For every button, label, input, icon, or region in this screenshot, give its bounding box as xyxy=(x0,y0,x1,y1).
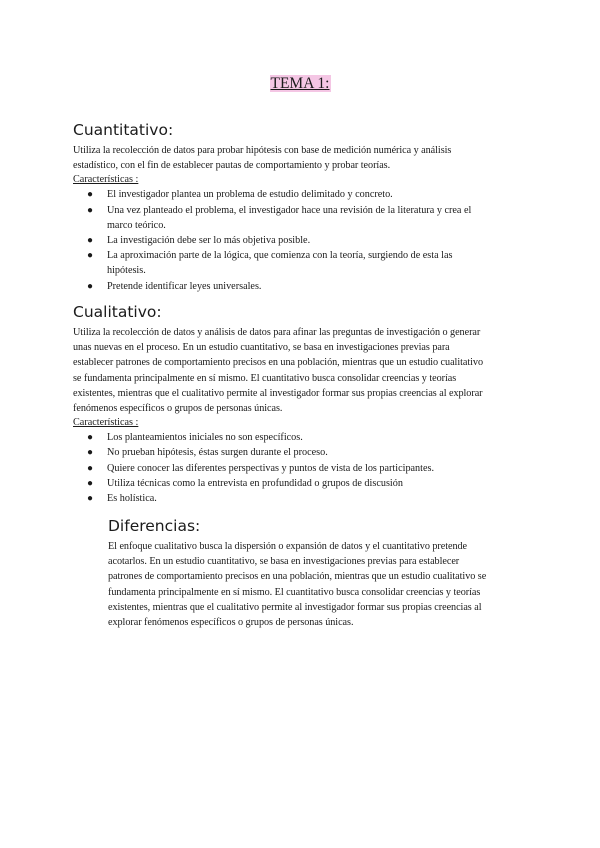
bullet-icon: ● xyxy=(87,280,94,292)
paragraph-line: El enfoque cualitativo busca la dispersión o expansión de datos y el cuantitativo pretende xyxy=(108,541,468,552)
heading-diferencias: Diferencias: xyxy=(108,517,201,535)
bullet-icon: ● xyxy=(87,432,94,444)
section-cualitativo xyxy=(73,302,513,506)
bullet-icon: ● xyxy=(87,235,94,247)
paragraph-line: acotarlos. En un estudio cuantitativo, se basa en investigaciones previas para establecer xyxy=(108,556,460,568)
bullet-icon: ● xyxy=(87,493,94,505)
list-item-text: La aproximación parte de la lógica, que comienza con la teoría, surgiendo de esta las xyxy=(107,250,453,262)
list-item xyxy=(85,445,513,460)
bullet-icon: ● xyxy=(87,250,94,262)
paragraph-line: existentes, mientras que el cualitativo permite al investigador formar sus propias creencias al xyxy=(108,601,482,613)
list-item-text: marco teórico. xyxy=(107,219,166,231)
list-item xyxy=(85,461,513,476)
list-item xyxy=(85,248,513,278)
list-item-text: Una vez planteado el problema, el investigador hace una revisión de la literatura y crea el xyxy=(107,204,472,216)
heading-cualitativo: Cualitativo: xyxy=(73,303,162,321)
paragraph-cualitativo xyxy=(73,325,513,416)
page-title-text: TEMA 1: xyxy=(270,75,330,92)
section-diferencias xyxy=(108,516,548,630)
heading-cuantitativo: Cuantitativo: xyxy=(73,121,174,139)
bullet-icon: ● xyxy=(87,189,94,201)
label-caracteristicas: Características : xyxy=(73,417,139,429)
label-caracteristicas: Características : xyxy=(73,174,139,186)
list-item-text: La investigación debe ser lo más objetiva posible. xyxy=(107,235,311,247)
list-item xyxy=(85,491,513,506)
paragraph-diferencias xyxy=(108,539,548,630)
list-item-text: Pretende identificar leyes universales. xyxy=(107,280,262,292)
list-item-text: Utiliza técnicas como la entrevista en profundidad o grupos de discusión xyxy=(107,477,403,489)
paragraph-cuantitativo xyxy=(73,143,513,173)
list-item xyxy=(85,430,513,445)
list-item xyxy=(85,233,513,248)
bullet-icon: ● xyxy=(87,462,94,474)
section-cuantitativo xyxy=(73,120,513,294)
paragraph-line: establecer patrones de comportamiento precisos en una población, mientras que un estudio cualitativo xyxy=(73,357,484,369)
page-title xyxy=(0,74,600,94)
list-item-text: Los planteamientos iniciales no son específicos. xyxy=(107,432,303,444)
list-item xyxy=(85,203,513,233)
bullet-icon: ● xyxy=(87,477,94,489)
bullet-icon: ● xyxy=(87,447,94,459)
list-item-text: hipótesis. xyxy=(107,265,146,277)
paragraph-line: patrones de comportamiento precisos en una población, mientras que un estudio cualitativo se xyxy=(108,571,487,583)
list-item xyxy=(85,279,513,294)
bullet-list-cualitativo xyxy=(73,430,513,506)
list-item-text: Quiere conocer las diferentes perspectivas y puntos de vista de los participantes. xyxy=(107,462,435,474)
paragraph-line: Utiliza la recolección de datos para probar hipótesis con base de medición numérica y análisis xyxy=(73,145,452,156)
paragraph-line: unas nuevas en el proceso. En un estudio cuantitativo, se basa en investigaciones previas para xyxy=(73,342,450,354)
list-item-text: No prueban hipótesis, éstas surgen durante el proceso. xyxy=(107,447,328,459)
paragraph-line: Utiliza la recolección de datos y análisis de datos para afinar las preguntas de investigación o generar xyxy=(73,327,481,338)
paragraph-line: existentes, mientras que el cualitativo permite al investigador formar sus propias creencias al explorar xyxy=(73,387,483,399)
bullet-icon: ● xyxy=(87,204,94,216)
paragraph-line: se fundamenta principalmente en sí mismo. El cuantitativo busca consolidar creencias y teorías xyxy=(73,372,457,384)
list-item xyxy=(85,476,513,491)
list-item xyxy=(85,187,513,202)
paragraph-line: estadístico, con el fin de establecer pautas de comportamiento y probar teorías. xyxy=(73,160,391,172)
list-item-text: El investigador plantea un problema de estudio delimitado y concreto. xyxy=(107,189,393,201)
list-item-text: Es holística. xyxy=(107,493,157,505)
paragraph-line: fundamenta principalmente en sí mismo. El cuantitativo busca consolidar creencias y teorías xyxy=(108,586,481,598)
paragraph-line: explorar fenómenos específicos o grupos de personas únicas. xyxy=(108,617,354,629)
paragraph-line: fenómenos específicos o grupos de personas únicas. xyxy=(73,403,283,415)
bullet-list-cuantitativo xyxy=(73,187,513,293)
